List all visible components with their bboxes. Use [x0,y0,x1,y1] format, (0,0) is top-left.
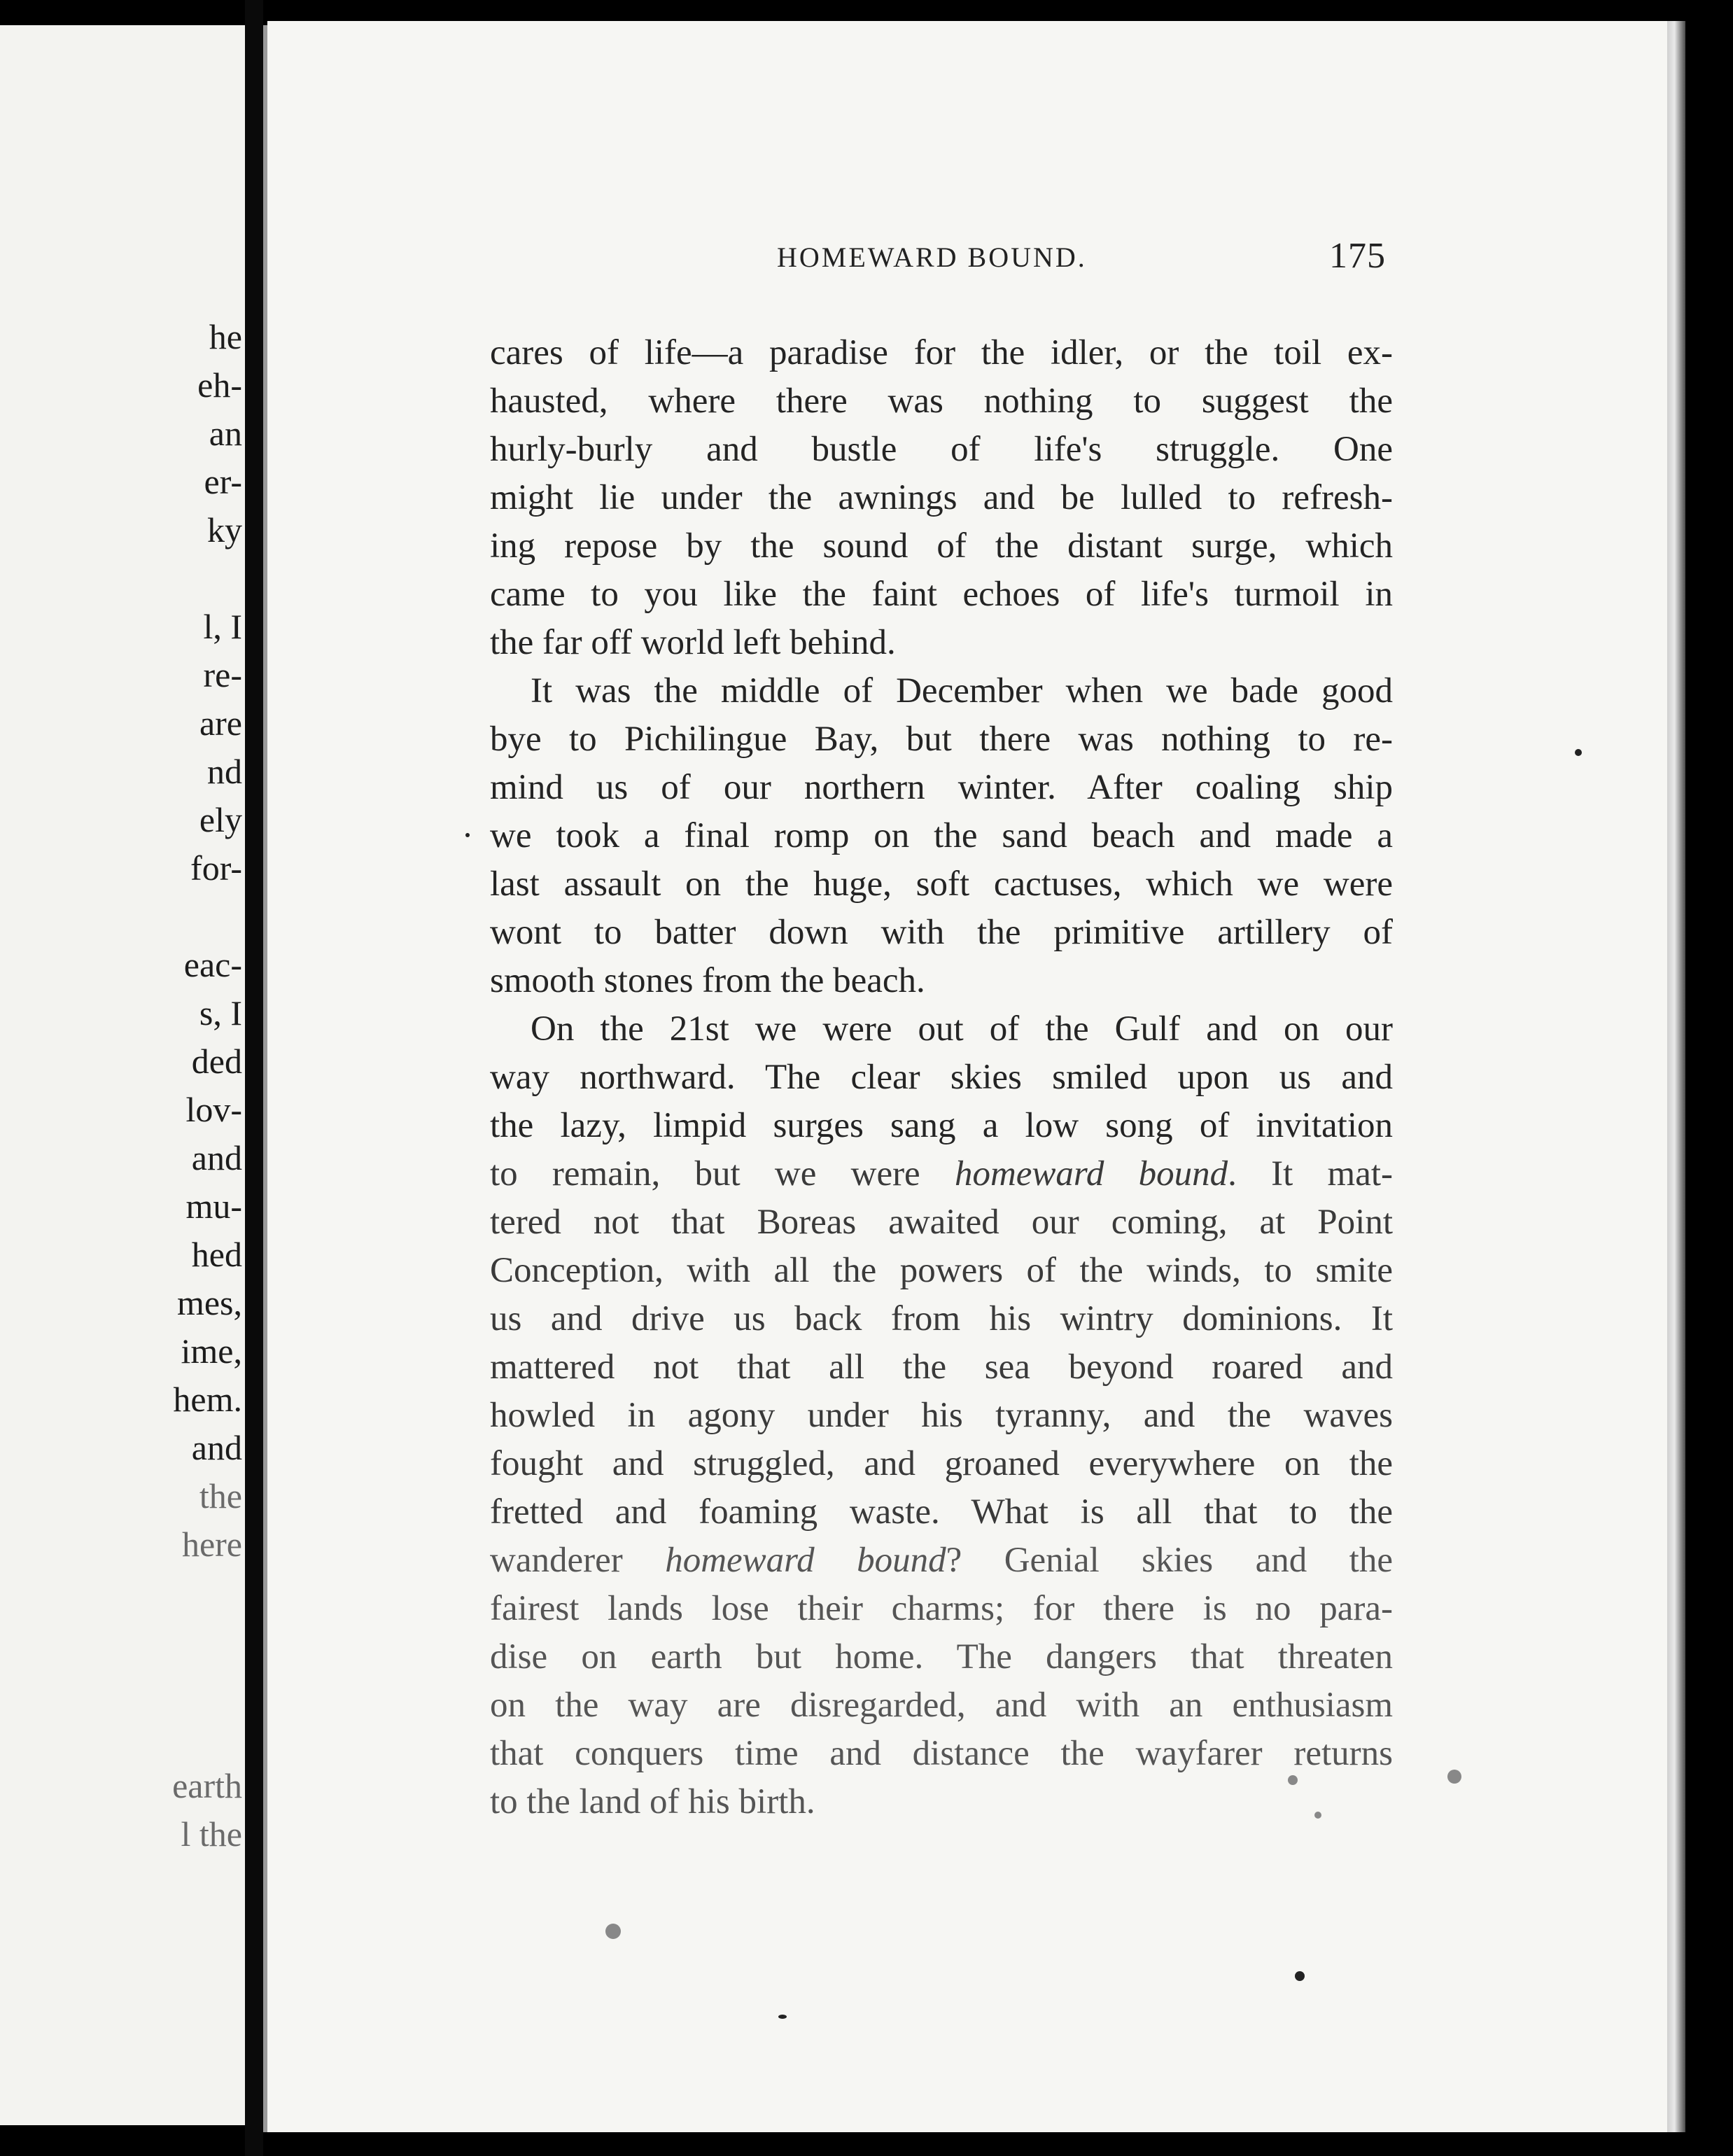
facing-page-line: er- [204,462,242,501]
text-line: us and drive us back from his wintry dominions. It [490,1299,1393,1338]
text-line: howled in agony under his tyranny, and the waves [490,1396,1393,1435]
body-text [490,329,1393,1826]
facing-page-line: he [209,317,242,356]
paragraph [490,1005,1393,1826]
text-line: hausted, where there was nothing to suggest the [490,382,1393,421]
scan-speck [1575,749,1582,756]
facing-page-line: for- [190,848,242,888]
text-line: bye to Pichilingue Bay, but there was nothing to re- [490,720,1393,759]
facing-page-line: eh- [197,365,242,405]
text-line: On the 21st we were out of the Gulf and on our [531,1009,1393,1049]
text-line: to remain, but we were homeward bound. It mat- [490,1154,1393,1194]
italic-phrase: homeward bound [954,1154,1228,1194]
facing-page-line: mes, [176,1283,242,1322]
text-line: wont to batter down with the primitive artillery of [490,913,1393,952]
text-line: to the land of his birth. [490,1782,815,1821]
facing-page-line: here [181,1525,242,1564]
facing-page-line: ely [199,800,242,839]
facing-page-line: an [209,414,242,453]
scan-speck [605,1924,621,1939]
facing-page-line: hed [191,1235,242,1274]
paragraph [490,329,1393,667]
text-line: the far off world left behind. [490,623,896,662]
facing-page-line: ded [191,1042,242,1081]
facing-page-line: hem. [173,1380,242,1419]
paragraph [490,667,1393,1005]
facing-page-line: and [191,1138,242,1177]
chapter-title: HOMEWARD BOUND. [777,241,1087,273]
text-line: tered not that Boreas awaited our coming, at Point [490,1203,1393,1242]
facing-page-line: earth [172,1766,242,1805]
facing-page-line: are [199,704,242,743]
facing-page-line: ky [207,510,242,550]
text-line: way northward. The clear skies smiled upon us and [490,1058,1393,1097]
text-line: dise on earth but home. The dangers that threaten [490,1637,1393,1676]
italic-phrase: homeward bound [665,1541,946,1580]
text-line: on the way are disregarded, and with an enthusiasm [490,1686,1393,1725]
text-line: the lazy, limpid surges sang a low song of invitation [490,1106,1393,1145]
facing-page-line: l the [181,1814,242,1854]
facing-page-line: nd [207,752,242,791]
text-line: fought and struggled, and groaned everywhere on the [490,1444,1393,1483]
facing-page [0,25,245,2125]
text-line: It was the middle of December when we bade good [531,671,1393,710]
text-line: mattered not that all the sea beyond roared and [490,1348,1393,1387]
facing-page-line: and [191,1428,242,1467]
scan-speck [1295,1971,1305,1981]
scan-speck [1314,1812,1321,1819]
facing-page-line: lov- [185,1090,242,1129]
facing-page-line: eac- [183,945,242,984]
text-line: fretted and foaming waste. What is all that to the [490,1492,1393,1532]
scan-speck [778,2015,787,2019]
book-gutter [245,0,263,2156]
text-line: wanderer homeward bound? Genial skies and the [490,1541,1393,1580]
text-line: cares of life—a paradise for the idler, or the toil ex- [490,333,1393,372]
facing-page-line: s, I [199,993,242,1032]
text-line: might lie under the awnings and be lulled to refresh- [490,478,1393,517]
page-edge-shadow [1667,21,1685,2132]
text-line: Conception, with all the powers of the winds, to smite [490,1251,1393,1290]
facing-page-line: ime, [181,1331,242,1371]
text-line: ing repose by the sound of the distant surge, which [490,526,1393,566]
page-number: 175 [1329,236,1386,276]
facing-page-line: the [199,1476,242,1516]
text-line: came to you like the faint echoes of life's turmoil in [490,575,1393,614]
scan-speck [1447,1770,1461,1784]
text-line: fairest lands lose their charms; for there is no para- [490,1589,1393,1628]
scan-speck [1288,1775,1298,1785]
text-line: last assault on the huge, soft cactuses, which we were [490,864,1393,904]
text-line: mind us of our northern winter. After coaling ship [490,768,1393,807]
facing-page-line: re- [203,655,242,694]
text-line: that conquers time and distance the wayfarer returns [490,1734,1393,1773]
text-line: we took a final romp on the sand beach and made a [490,816,1393,855]
scan-speck [465,833,470,837]
text-line: smooth stones from the beach. [490,961,925,1000]
facing-page-line: mu- [185,1186,242,1226]
facing-page-line: l, I [203,607,242,646]
text-line: hurly-burly and bustle of life's struggle. One [490,430,1393,469]
